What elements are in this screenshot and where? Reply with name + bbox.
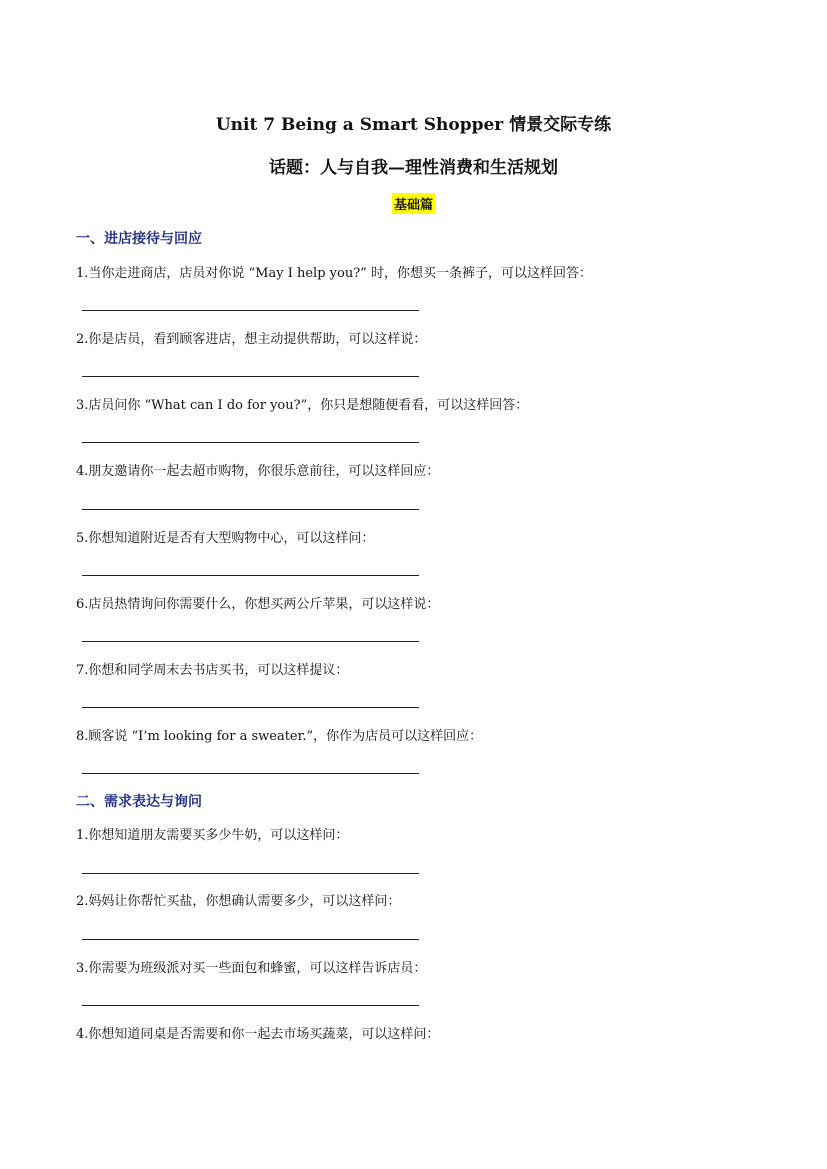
answer-line[interactable] — [82, 575, 419, 576]
answer-line[interactable] — [82, 310, 419, 311]
question-text: 2.你是店员，看到顾客进店，想主动提供帮助，可以这样说： — [76, 332, 427, 347]
question-text: 6.店员热情询问你需要什么，你想买两公斤苹果，可以这样说： — [76, 597, 440, 612]
section-heading: 一、进店接待与回应 — [76, 231, 202, 247]
answer-line[interactable] — [82, 376, 419, 377]
page-subtitle: 话题：人与自我—理性消费和生活规划 — [269, 158, 558, 178]
page-title: Unit 7 Being a Smart Shopper 情景交际专练 — [215, 115, 612, 135]
level-badge: 基础篇 — [392, 193, 435, 214]
question-text: 1.你想知道朋友需要买多少牛奶，可以这样问： — [76, 828, 349, 843]
answer-line[interactable] — [82, 1005, 419, 1006]
answer-line[interactable] — [82, 773, 419, 774]
question-text: 3.你需要为班级派对买一些面包和蜂蜜，可以这样告诉店员： — [76, 961, 427, 976]
answer-line[interactable] — [82, 707, 419, 708]
question-text: 4.你想知道同桌是否需要和你一起去市场买蔬菜，可以这样问： — [76, 1027, 440, 1042]
question-text: 1.当你走进商店，店员对你说 “May I help you?” 时，你想买一条裤子，可以这样回答： — [76, 266, 592, 281]
question-text: 5.你想知道附近是否有大型购物中心，可以这样问： — [76, 531, 375, 546]
question-text: 2.妈妈让你帮忙买盐，你想确认需要多少，可以这样问： — [76, 894, 401, 909]
question-text: 8.顾客说 “I’m looking for a sweater.”，你作为店员可以这样回应： — [76, 729, 483, 744]
answer-line[interactable] — [82, 939, 419, 940]
answer-line[interactable] — [82, 641, 419, 642]
level-label-wrap — [0, 193, 827, 214]
question-text: 3.店员问你 “What can I do for you?”，你只是想随便看看，可以这样回答： — [76, 398, 529, 413]
section-heading: 二、需求表达与询问 — [76, 794, 202, 810]
answer-line[interactable] — [82, 509, 419, 510]
question-text: 4.朋友邀请你一起去超市购物，你很乐意前往，可以这样回应： — [76, 464, 440, 479]
answer-line[interactable] — [82, 442, 419, 443]
question-text: 7.你想和同学周末去书店买书，可以这样提议： — [76, 663, 349, 678]
answer-line[interactable] — [82, 873, 419, 874]
